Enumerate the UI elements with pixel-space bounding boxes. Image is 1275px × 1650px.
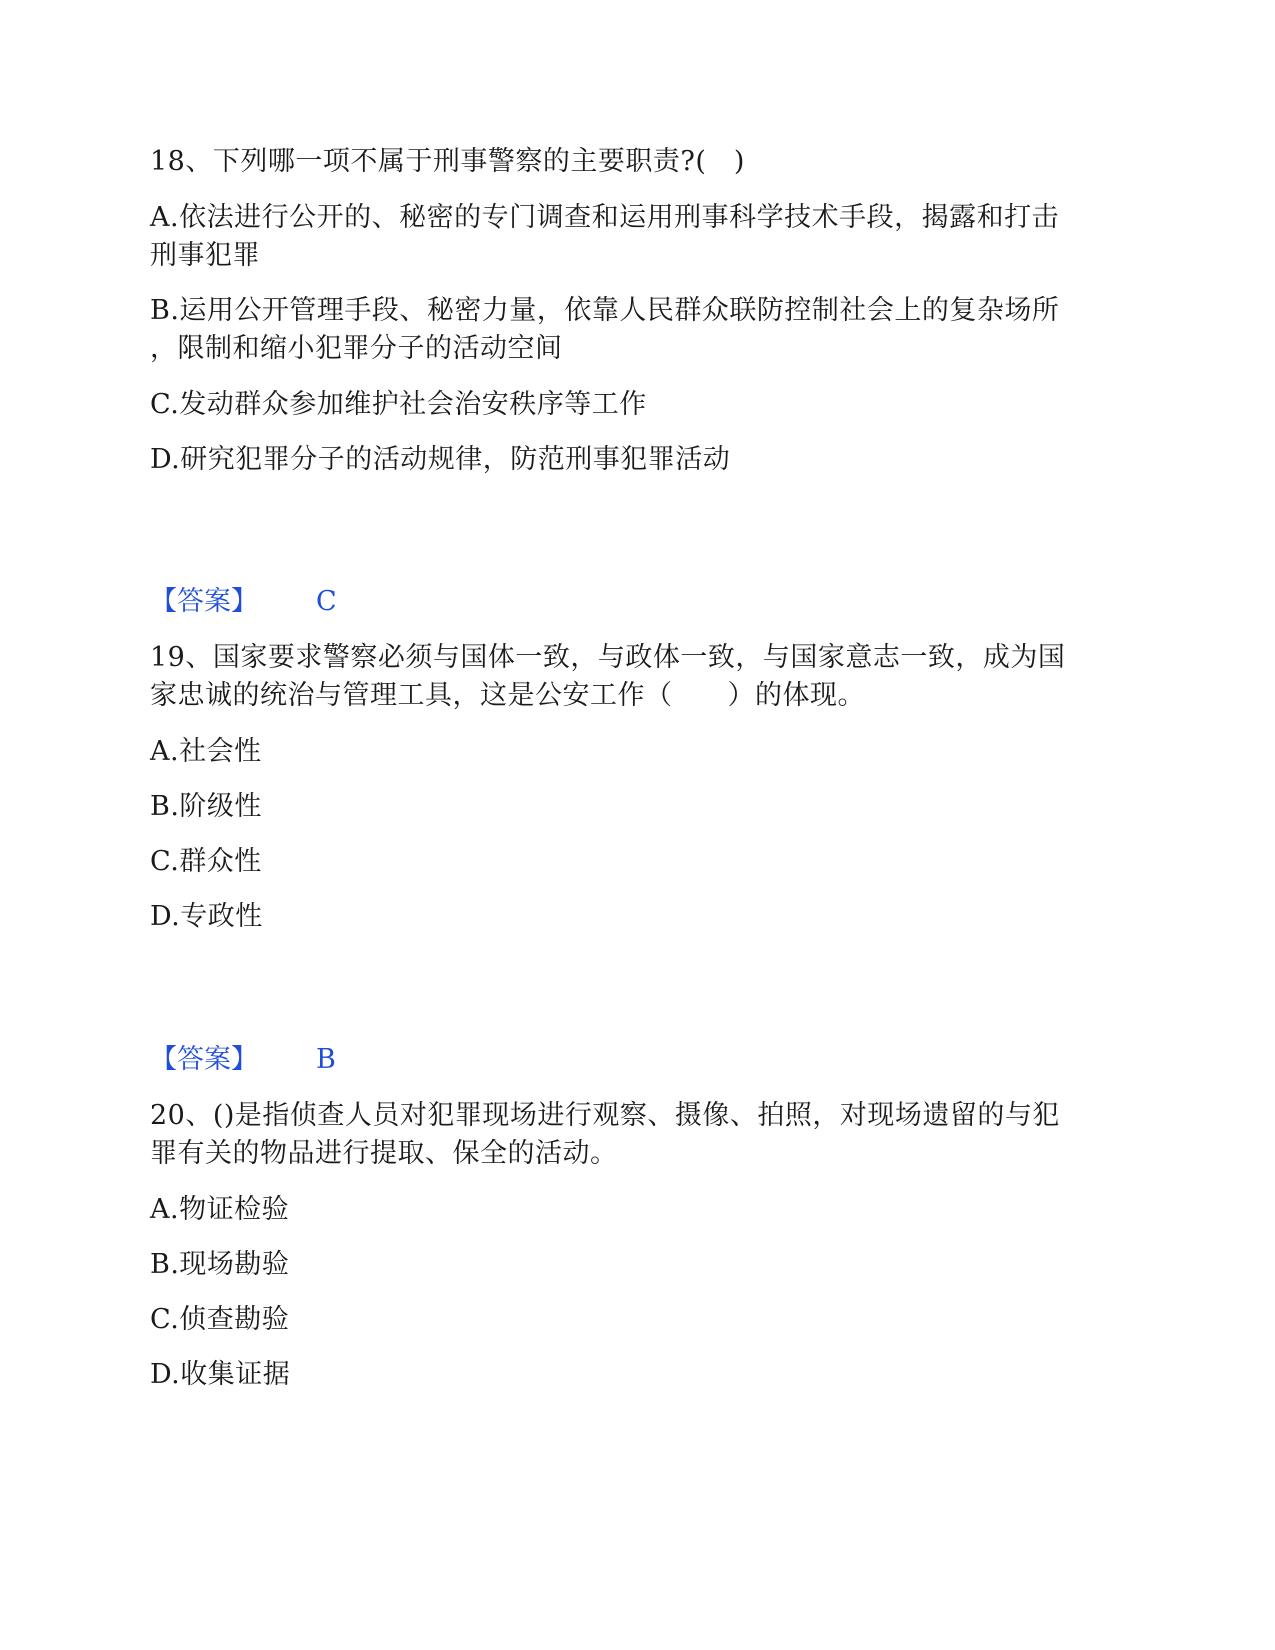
question-19-answer <box>150 1040 336 1080</box>
question-19-option-b: B.阶级性 <box>150 791 262 822</box>
question-19-option-a: A.社会性 <box>150 736 262 767</box>
question-19-option-d: D.专政性 <box>150 901 263 932</box>
answer-value: B <box>316 1044 336 1075</box>
question-20-option-a: A.物证检验 <box>150 1194 290 1225</box>
answer-tag: 【答案】 <box>150 586 258 617</box>
answer-tag: 【答案】 <box>150 1044 258 1075</box>
question-18-option-d: D.研究犯罪分子的活动规律，防范刑事犯罪活动 <box>150 444 731 475</box>
question-20-stem-cont: 罪有关的物品进行提取、保全的活动。 <box>150 1138 618 1169</box>
question-18-option-b: B.运用公开管理手段、秘密力量，依靠人民群众联防控制社会上的复杂场所 <box>150 295 1060 326</box>
question-20-stem: 20、()是指侦查人员对犯罪现场进行观察、摄像、拍照，对现场遗留的与犯 <box>150 1100 1060 1131</box>
question-18-answer <box>150 582 337 622</box>
question-20-option-d: D.收集证据 <box>150 1359 291 1390</box>
question-18-option-c: C.发动群众参加维护社会治安秩序等工作 <box>150 389 647 420</box>
answer-value: C <box>316 586 337 617</box>
question-18-option-b-cont: ，限制和缩小犯罪分子的活动空间 <box>150 333 563 364</box>
question-19-option-c: C.群众性 <box>150 846 262 877</box>
question-20-option-b: B.现场勘验 <box>150 1249 290 1280</box>
question-18-option-a: A.依法进行公开的、秘密的专门调查和运用刑事科学技术手段，揭露和打击 <box>150 202 1060 233</box>
question-18-stem: 18、下列哪一项不属于刑事警察的主要职责?( ) <box>150 146 745 177</box>
question-19-stem-cont: 家忠诚的统治与管理工具，这是公安工作（ ）的体现。 <box>150 680 865 711</box>
question-18-option-a-cont: 刑事犯罪 <box>150 240 260 271</box>
question-20-option-c: C.侦查勘验 <box>150 1304 290 1335</box>
question-19-stem: 19、国家要求警察必须与国体一致，与政体一致，与国家意志一致，成为国 <box>150 642 1066 673</box>
